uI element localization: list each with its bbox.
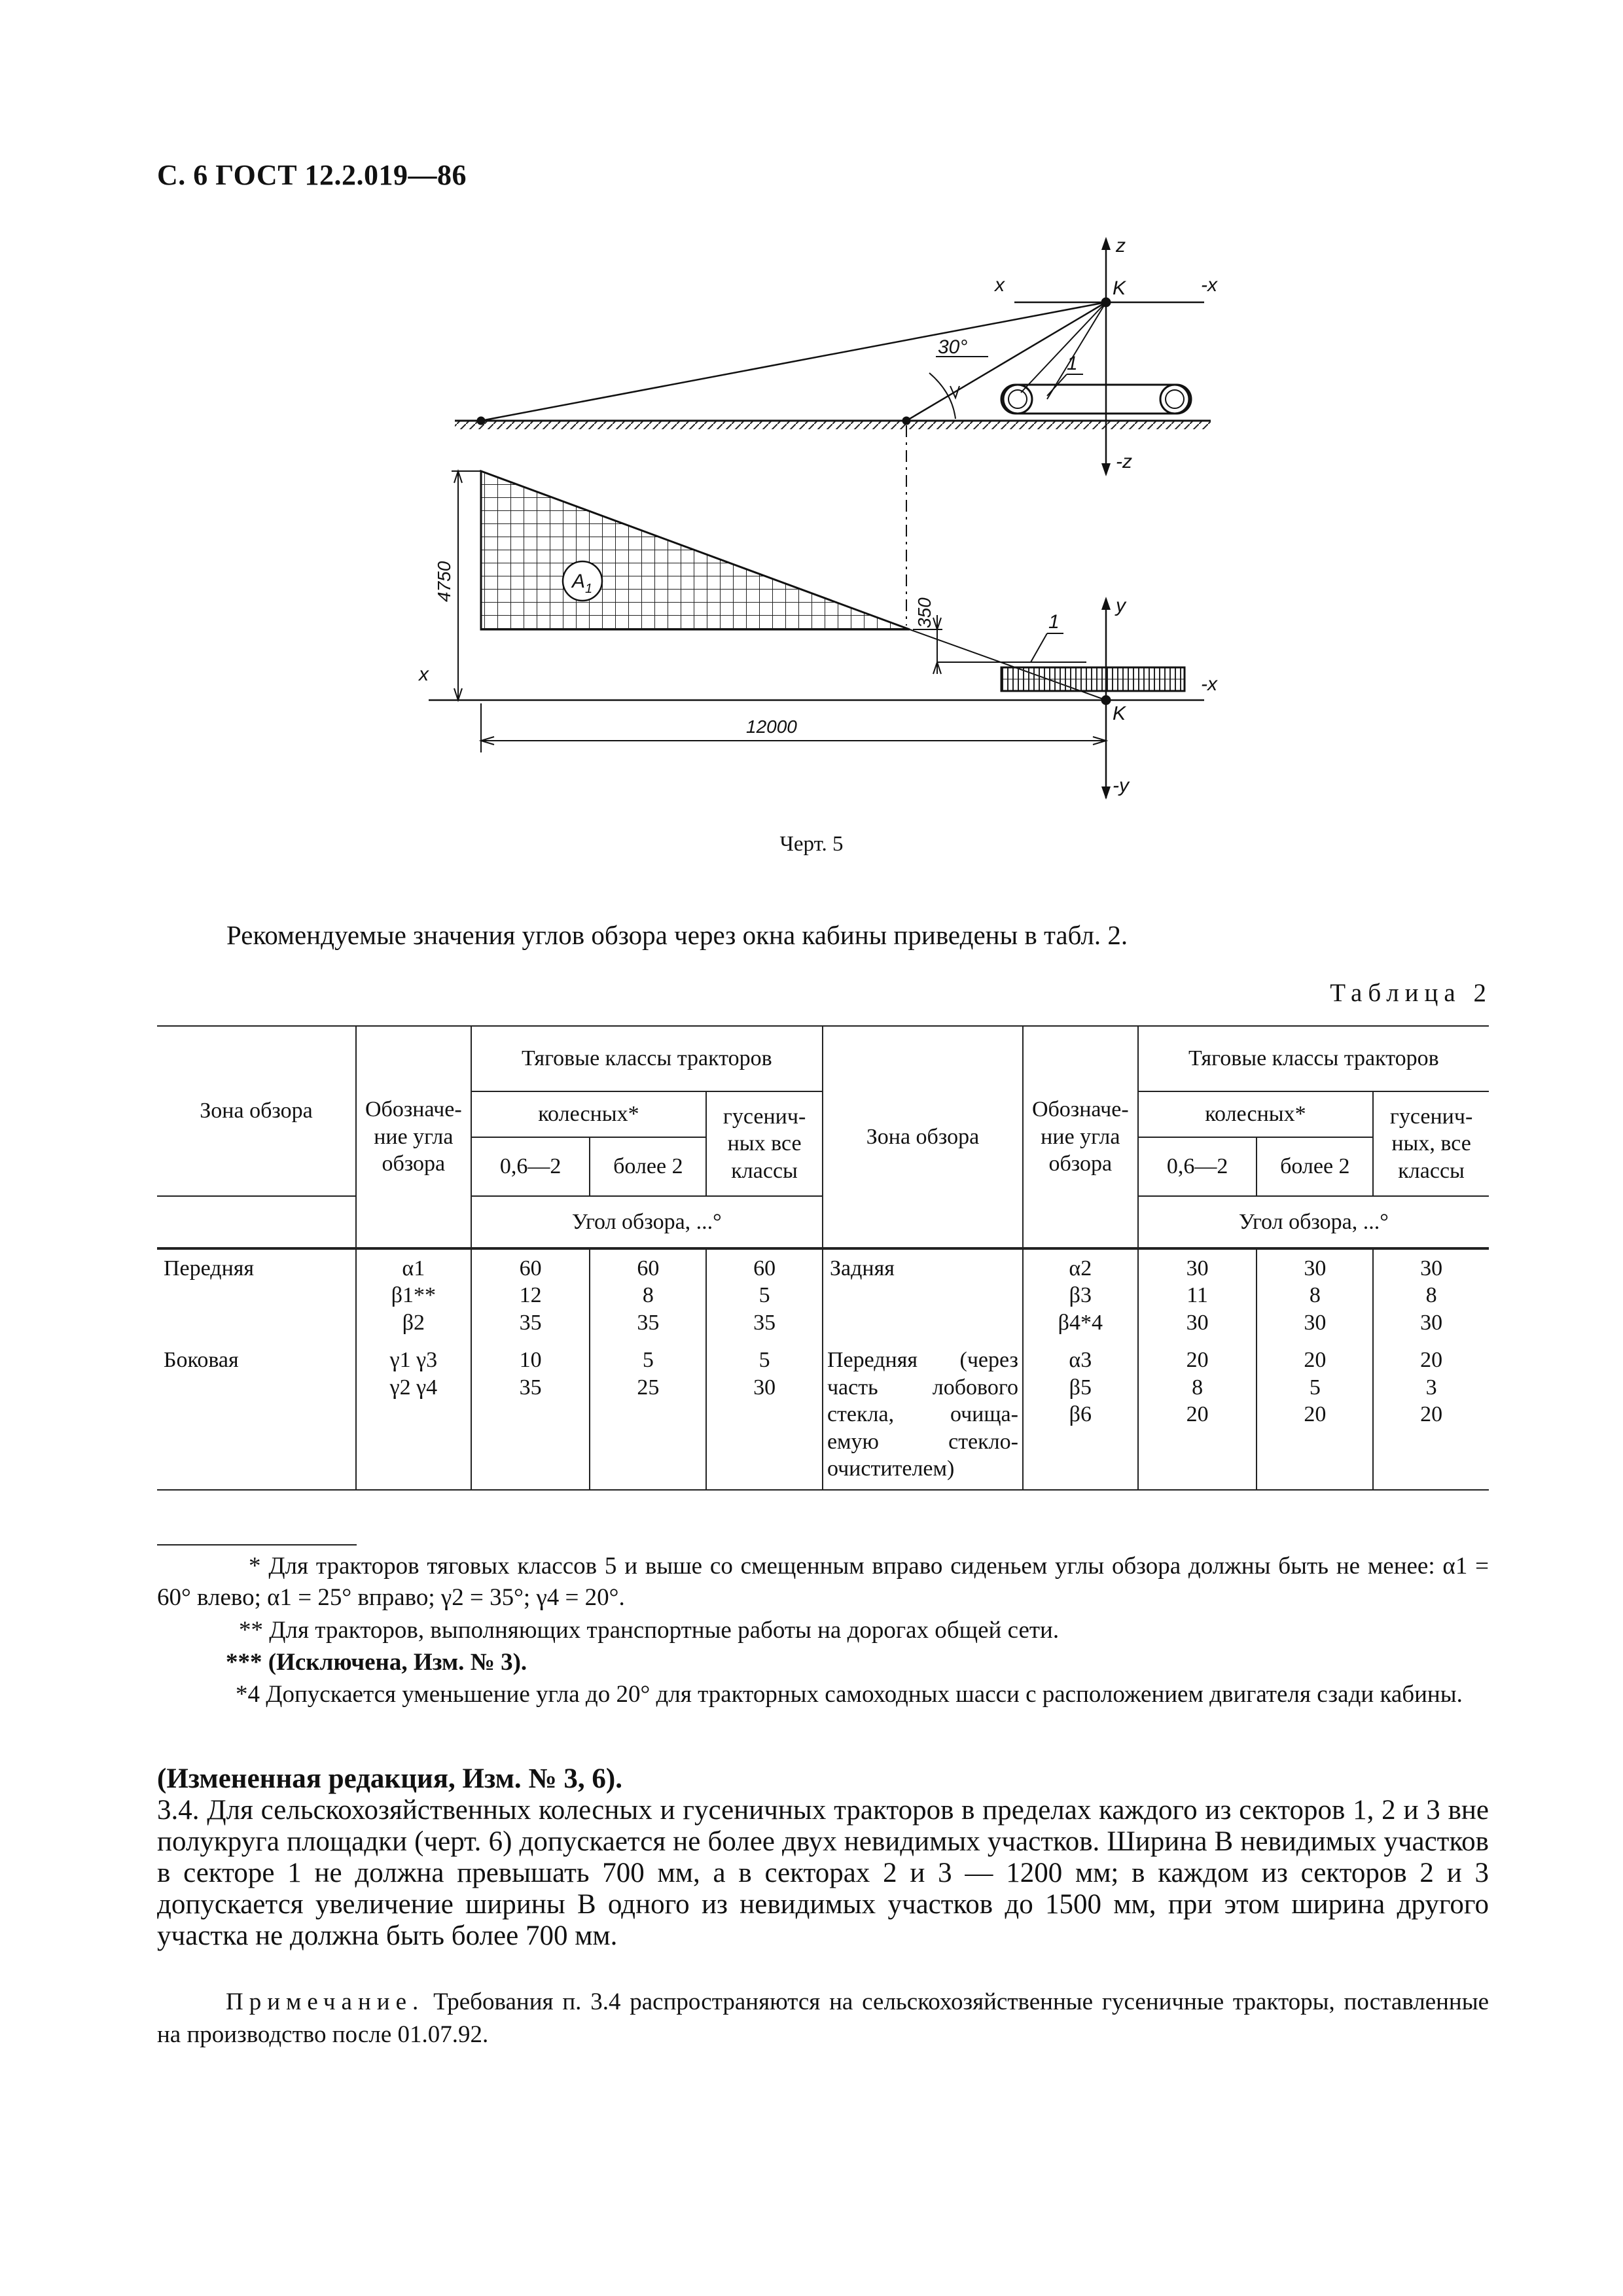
cell-value: 30 11 30 — [1138, 1248, 1257, 1341]
cell-value: 30 8 30 — [1373, 1248, 1489, 1341]
header-over2-left: более 2 — [590, 1137, 706, 1196]
cell-designation: α2 β3 β4*4 — [1023, 1248, 1138, 1341]
label-x-top: x — [995, 274, 1005, 296]
note-label: Примечание. — [226, 1988, 425, 2015]
cell-designation: γ1 γ3 γ2 γ4 — [356, 1341, 471, 1490]
label-angle: 30° — [938, 336, 968, 358]
label-minus-x-bottom: -x — [1201, 673, 1217, 695]
cell-zone: Передняя — [157, 1248, 356, 1341]
header-zone-left: Зона обзора — [157, 1026, 356, 1196]
footnote-divider — [157, 1544, 357, 1545]
section-3-4: 3.4. Для сельскохозяйственных колесных и гусеничных тракторов в пределах каждого из секторов 1, 2 и 3 вне полукруга площадки (черт. 6) допускается не более двух невидимых участков. Ширина B невидимых участков в секторе 1 не должна превышать 700 мм, а в секторах 2 и 3 — 1200 мм; в каждом из секторов 2 и 3 допускается увеличение ширины B одного из невидимых участков до 1500 мм, при этом ширина другого участка не должна быть более 700 мм. — [157, 1795, 1489, 1951]
header-angle-left: Угол обзора, ...° — [471, 1196, 823, 1248]
cell-zone: Передняя (через часть лобового стекла, очища- емую стекло- очистителем) — [823, 1341, 1023, 1490]
cell-value: 60 12 35 — [471, 1248, 590, 1341]
header-wheeled-left: колесных* — [471, 1091, 707, 1137]
cell-designation: α1 β1** β2 — [356, 1248, 471, 1341]
edition-note: (Измененная редакция, Изм. № 3, 6). — [157, 1763, 622, 1794]
note — [157, 1986, 1489, 2051]
footnote-1: * Для тракторов тяговых классов 5 и выше со смещенным вправо сиденьем углы обзора должны быть не менее: α1 = 60° влево; α1 = 25° вправо; γ2 = 35°; γ4 = 20°. — [157, 1553, 1489, 1611]
visibility-area-a1 — [481, 471, 910, 629]
label-k-top: K — [1113, 277, 1126, 299]
label-z: z — [1116, 235, 1126, 256]
cell-value: 60 5 35 — [706, 1248, 823, 1341]
label-dim-12000: 12000 — [746, 716, 797, 737]
k-point-bottom — [1101, 696, 1111, 705]
footnote-3: *** (Исключена, Изм. № 3). — [226, 1649, 527, 1676]
label-minus-x-top: -x — [1201, 274, 1217, 296]
header-designation-right: Обозначе- ние угла обзора — [1023, 1026, 1138, 1248]
header-tracked-right: гусенич- ных, все классы — [1373, 1091, 1489, 1196]
cell-value: 20 8 20 — [1138, 1341, 1257, 1490]
cell-value: 20 5 20 — [1257, 1341, 1373, 1490]
cell-value: 60 8 35 — [590, 1248, 706, 1341]
cell-value: 20 3 20 — [1373, 1341, 1489, 1490]
figure-drawing — [393, 222, 1243, 824]
label-y: y — [1116, 595, 1126, 616]
header-06-2-left: 0,6—2 — [471, 1137, 590, 1196]
label-ref1-bottom: 1 — [1048, 611, 1060, 633]
label-ref1-top: 1 — [1067, 353, 1078, 374]
figure-caption: Черт. 5 — [779, 832, 844, 856]
header-over2-right: более 2 — [1257, 1137, 1373, 1196]
header-tracked-left: гусенич- ных все классы — [706, 1091, 823, 1196]
label-x-bottom: x — [419, 663, 429, 685]
footnote-4: *4 Допускается уменьшение угла до 20° для тракторных самоходных шасси с расположением двигателя сзади кабины. — [236, 1681, 1463, 1708]
ground-hatch — [455, 421, 1211, 429]
label-k-bottom: K — [1113, 703, 1126, 724]
header-traction-left: Тяговые классы тракторов — [471, 1026, 823, 1091]
label-area: $A_1$ — [572, 571, 593, 596]
header-zone-right: Зона обзора — [823, 1026, 1023, 1248]
cell-zone: Задняя — [823, 1248, 1023, 1341]
intro-text: Рекомендуемые значения углов обзора через окна кабины приведены в табл. 2. — [226, 920, 1128, 950]
cell-zone: Боковая — [157, 1341, 356, 1490]
cell-value: 5 25 — [590, 1341, 706, 1490]
label-minus-y: -y — [1113, 775, 1129, 796]
header-06-2-right: 0,6—2 — [1138, 1137, 1257, 1196]
header-angle-right: Угол обзора, ...° — [1138, 1196, 1489, 1248]
footnote-2: ** Для тракторов, выполняющих транспортные работы на дорогах общей сети. — [239, 1617, 1060, 1644]
header-traction-right: Тяговые классы тракторов — [1138, 1026, 1489, 1091]
body-text — [157, 1763, 1489, 1952]
cell-designation: α3 β5 β6 — [1023, 1341, 1138, 1490]
table-2 — [157, 1025, 1489, 1491]
cell-value: 30 8 30 — [1257, 1248, 1373, 1341]
table-row — [157, 1341, 1489, 1490]
table-row — [157, 1248, 1489, 1341]
label-minus-z: -z — [1116, 451, 1132, 472]
header-wheeled-right: колесных* — [1138, 1091, 1374, 1137]
label-dim-4750: 4750 — [434, 561, 454, 602]
note-text: Требования п. 3.4 распространяются на сельскохозяйственные гусеничные тракторы, поставленные на производство после 01.07.92. — [157, 1988, 1489, 2048]
table-label: Таблица 2 — [1330, 979, 1492, 1007]
header-designation-left: Обозначе- ние угла обзора — [356, 1026, 471, 1248]
cell-value: 10 35 — [471, 1341, 590, 1490]
page-header: С. 6 ГОСТ 12.2.019—86 — [157, 159, 467, 191]
label-dim-350: 350 — [914, 597, 935, 628]
cell-value: 5 30 — [706, 1341, 823, 1490]
track-side — [1001, 385, 1191, 414]
